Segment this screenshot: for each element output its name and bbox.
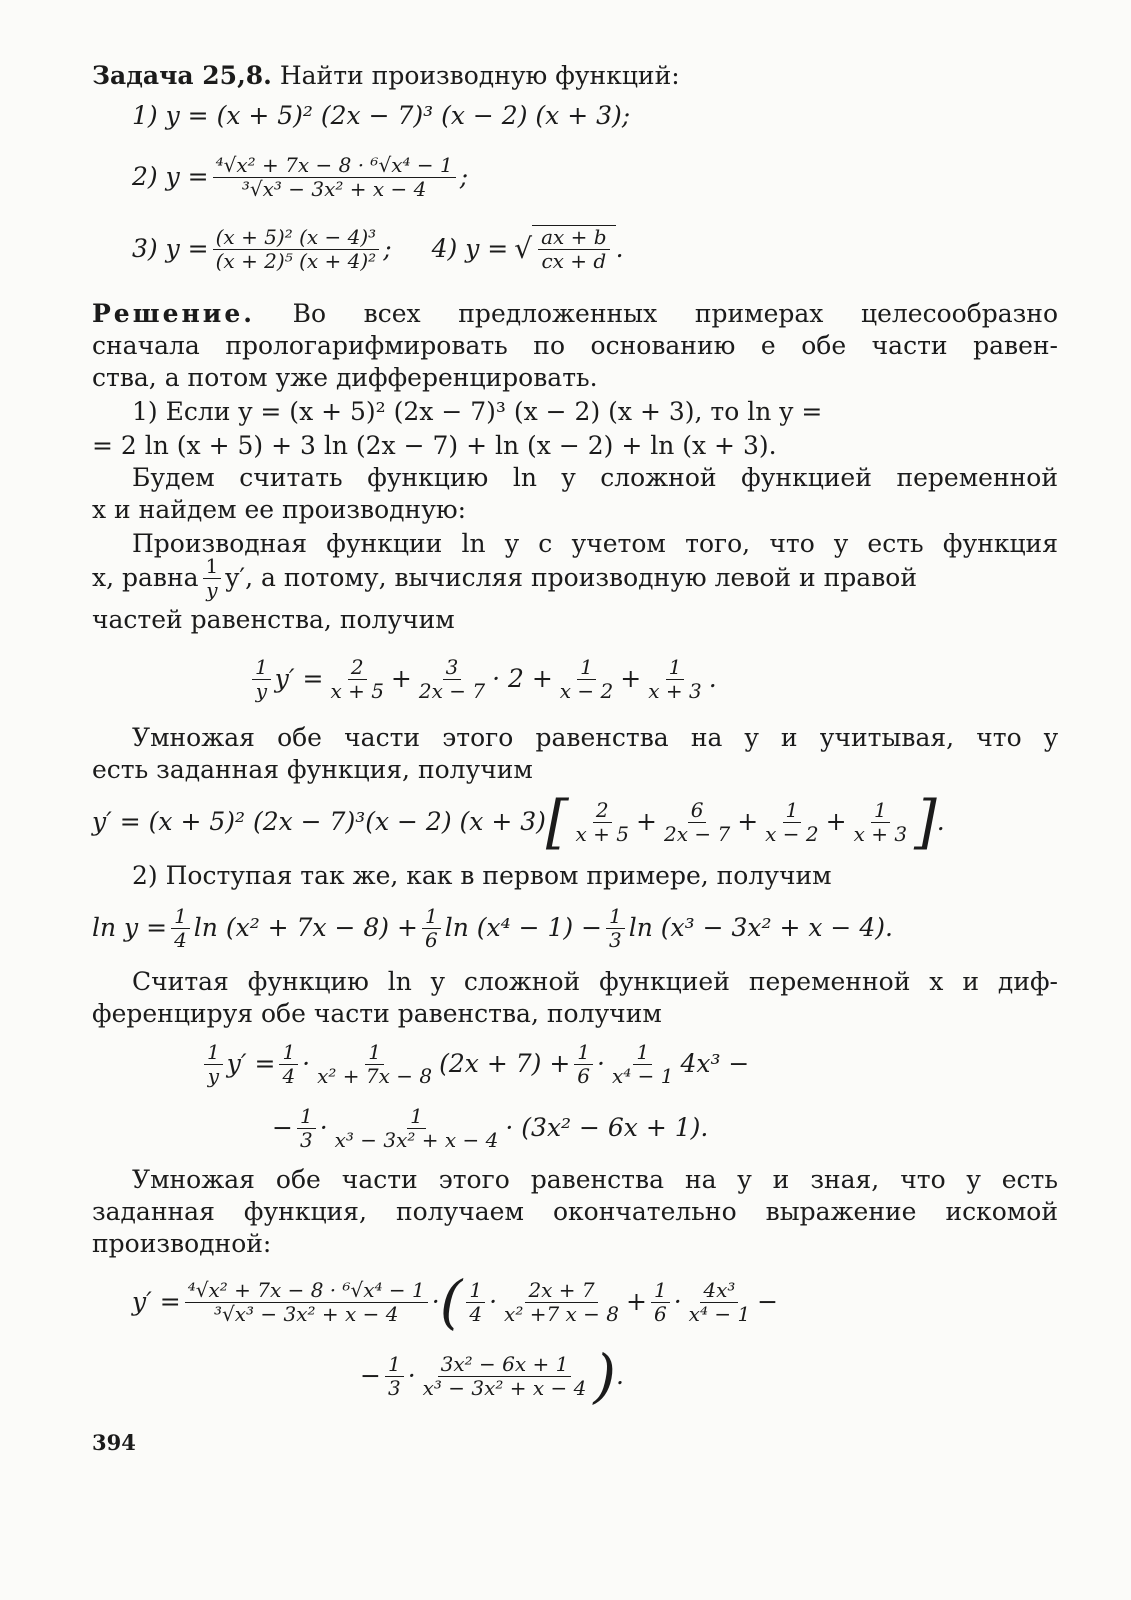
solution-line-2: сначала прологарифмировать по основанию e обе части равен- [92,331,1058,360]
eq4-r1-den: x² + 7x − 8 [317,1063,433,1088]
eq3-f2-den: 6 [424,927,438,952]
eq1-d-num: 1 [666,656,685,680]
item4-denominator: cx + d [541,249,607,273]
eq3-f1-num: 1 [171,905,190,929]
eq1-d-den: x + 3 [648,678,702,703]
eq5-f4-num: 3x² − 6x + 1 [438,1353,572,1377]
eq1-c-num: 1 [577,656,596,680]
item3-lhs: 3) y = [132,234,209,263]
eq3-term-2: ln (x⁴ − 1) − [444,913,603,942]
eq5-r-den: ³√x³ − 3x² + x − 4 [213,1301,399,1326]
eq5-root-fraction [185,1279,428,1326]
eq5-r-num: ⁴√x² + 7x − 8 · ⁶√x⁴ − 1 [185,1279,428,1303]
solution-label: Решение. [92,299,255,328]
right-bracket: ] [914,788,937,856]
eq4-eq: y′ = [226,1049,276,1078]
page-number: 394 [92,1430,136,1455]
eq1-mid: · 2 + [492,664,553,693]
eq2-b-num: 6 [688,799,707,823]
eq4-term-3: · (3x² − 6x + 1). [505,1113,709,1142]
eq2-b-den: 2x − 7 [663,821,731,846]
eq3-f3-num: 1 [606,905,625,929]
eq2-d-den: x + 3 [853,821,908,846]
left-bracket: [ [545,788,569,856]
eq5-q2-num: 1 [651,1279,670,1303]
item2-lhs: 2) y = [132,162,209,191]
eq4-term-1: (2x + 7) + [439,1049,571,1078]
eq3-term-1: ln (x² + 7x − 8) + [193,913,418,942]
item4-radicand [532,225,615,273]
step6-line-1: Считая функцию ln y сложной функцией переменной x и диф- [132,967,1058,996]
eq5-f2-num: 2x + 7 [525,1279,597,1303]
eq3-term-3: ln (x³ − 3x² + x − 4). [628,913,893,942]
eq4-r1-num: 1 [365,1041,384,1065]
problem-item-3-4: 3) y = $\frac{\text{(x + 5)² (x − 4)³}}{\text{(x + 2)⁵ (x + 4)²}}$ ; 4) y = √ $\frac{ax + b}{cx + d}$ . [132,224,624,273]
item4-fraction [538,226,609,273]
eq3-f2-num: 1 [422,905,441,929]
left-paren: ( [439,1268,463,1336]
step4-line-1: Умножая обе части этого равенства на y и учитывая, что y [132,723,1058,752]
eq5-f2-den: x² +7 x − 8 [504,1301,620,1326]
eq1-lhs: y′ = [274,664,324,693]
problem-title-text: Найти производную функций: [279,61,680,90]
step4-line-2: есть заданная функция, получим [92,755,533,784]
step1-line-1: 1) Если y = (x + 5)² (2x − 7)³ (x − 2) (x + 3), то ln y = [132,397,823,426]
eq2-a-num: 2 [593,799,612,823]
eq2-head: y′ = (x + 5)² (2x − 7)³(x − 2) (x + 3) [92,807,546,836]
eq3-f1-den: 4 [174,927,187,952]
eq1-c-den: x − 2 [559,678,614,703]
eq1-b-den: 2x − 7 [418,678,486,703]
eq4-q3-den: 3 [299,1127,313,1152]
eq4-q1-den: 4 [282,1063,296,1088]
eq1-b-num: 3 [443,656,462,680]
eq1-a-den: x + 5 [330,678,384,703]
eq1-lhs-den: y [255,678,268,703]
eq2-c-den: x − 2 [765,821,819,846]
step3-text-b: y′, а потому, вычисляя производную левой и правой [225,563,918,592]
eq5-q3-den: 3 [387,1375,401,1400]
eq2-c-num: 1 [783,799,802,823]
eq4-term-2: 4x³ − [680,1049,750,1078]
step3-line-2 [92,554,1058,602]
equation-3 [92,900,1058,956]
step2-line-2: x и найдем ее производную: [92,495,467,524]
item4-numerator: ax + b [538,226,609,250]
step3-line-3: частей равенства, получим [92,605,455,634]
item3-numerator: (x + 5)² (x − 4)³ [213,226,380,250]
eq5-q3-num: 1 [385,1353,404,1377]
step2-line-1: Будем считать функцию ln y сложной функцией переменной [132,463,1058,492]
step5: 2) Поступая так же, как в первом примере, получим [132,861,832,890]
right-paren: ) [593,1342,617,1410]
step3-line-1: Производная функции ln y с учетом того, что y есть функция [132,529,1058,558]
item2-fraction [213,154,456,201]
sqrt-icon: √ [514,232,533,265]
item4-lhs: 4) y = [431,234,509,263]
item2-denominator: ³√x³ − 3x² + x − 4 [241,176,427,201]
eq3-f3-den: 3 [609,927,622,952]
item3-denominator: (x + 2)⁵ (x + 4)² [215,248,377,273]
solution-line-1 [92,298,1058,330]
eq4-q3-num: 1 [297,1105,316,1129]
item3-fraction [213,226,380,273]
frac-num: 1 [203,555,222,579]
solution-line-3: ства, а потом уже дифференцировать. [92,363,598,392]
equation-5-line-2: − $\frac{1}{3}$ · $\frac{\text{3x² − 6x + 1}}{\text{x³ − 3x² + x − 4}}$ ) . [360,1342,624,1410]
eq5-q1-num: 1 [466,1279,485,1303]
problem-item-2: 2) y = $\frac{\text{⁴√x² + 7x − 8 · ⁶√x⁴ − 1}}{\text{³√x³ − 3x² + x − 4}}$ ; [132,152,469,201]
eq2-d-num: 1 [871,799,890,823]
eq4-r3-num: 1 [407,1105,426,1129]
eq4-lhs-num: 1 [204,1041,223,1065]
one-over-y-fraction [203,555,222,602]
eq5-q2-den: 6 [653,1301,667,1326]
eq1-lhs-num: 1 [252,656,271,680]
problem-item-1: 1) y = (x + 5)² (2x − 7)³ (x − 2) (x + 3); [132,101,631,130]
equation-1: $\frac{1}{y}$ y′ = $\frac{2}{x + 5}$ + $\frac{3}{2x - 7}$ · 2 + $\frac{1}{x - 2}$ + $\frac{1}{x + 3}$ . [248,648,1131,710]
eq1-a-num: 2 [348,656,367,680]
problem-label: Задача 25,8. [92,61,272,90]
equation-5-line-1: y′ = $\frac{\text{⁴√x² + 7x − 8 · ⁶√x⁴ − 1}}{\text{³√x³ − 3x² + x − 4}}$ · ( $\frac{1}{4}$ · $\frac{2x + 7}{\text{x² +7 x − 8}}$ + $\frac{1}{6}$ · $\frac{\text{4x³}}{\text{x⁴ − 1}}$ − [132,1268,779,1336]
eq4-q2-den: 6 [577,1063,590,1088]
eq5-eq: y′ = [132,1287,181,1316]
step7-line-3: производной: [92,1229,272,1258]
step6-line-2: ференцируя обе части равенства, получим [92,999,662,1028]
eq4-r2-num: 1 [633,1041,652,1065]
eq4-q2-num: 1 [574,1041,593,1065]
eq4-r2-den: x⁴ − 1 [611,1063,674,1088]
step7-line-2: заданная функция, получаем окончательно выражение искомой [92,1197,1058,1226]
eq5-f4-den: x³ − 3x² + x − 4 [422,1375,587,1400]
eq5-f3-num: 4x³ [700,1279,738,1303]
eq2-a-den: x + 5 [575,821,630,846]
solution-text-1: Во всех предложенных примерах целесообразно [292,299,1058,328]
eq4-q1-num: 1 [279,1041,298,1065]
eq4-lhs-den: y [207,1063,220,1088]
problem-title [92,60,1058,92]
equation-4-line-1: $\frac{1}{y}$ y′ = $\frac{1}{4}$ · $\frac{1}{\text{x² + 7x − 8}}$ (2x + 7) + $\frac{1}{6}$ · $\frac{1}{\text{x⁴ − 1}}$ 4x³ − [200,1034,1131,1094]
step7-line-1: Умножая обе части этого равенства на y и зная, что y есть [132,1165,1058,1194]
step3-text-a: x, равна [92,563,199,592]
item2-numerator: ⁴√x² + 7x − 8 · ⁶√x⁴ − 1 [213,154,456,178]
equation-4-line-2: − $\frac{1}{3}$ · $\frac{1}{\text{x³ − 3x² + x − 4}}$ · (3x² − 6x + 1). [272,1103,709,1152]
equation-2: y′ = (x + 5)² (2x − 7)³(x − 2) (x + 3) [ $\frac{2}{x + 5}$ + $\frac{6}{2x - 7}$ + $\frac{1}{x - 2}$ + $\frac{1}{x + 3}$ ] . [92,788,945,856]
eq5-f3-den: x⁴ − 1 [688,1301,751,1326]
frac-den: y [206,577,218,602]
eq3-lhs: ln y = [92,913,168,942]
step1-line-2: = 2 ln (x + 5) + 3 ln (2x − 7) + ln (x − 2) + ln (x + 3). [92,431,777,460]
eq5-q1-den: 4 [469,1301,483,1326]
eq4-r3-den: x³ − 3x² + x − 4 [334,1127,499,1152]
